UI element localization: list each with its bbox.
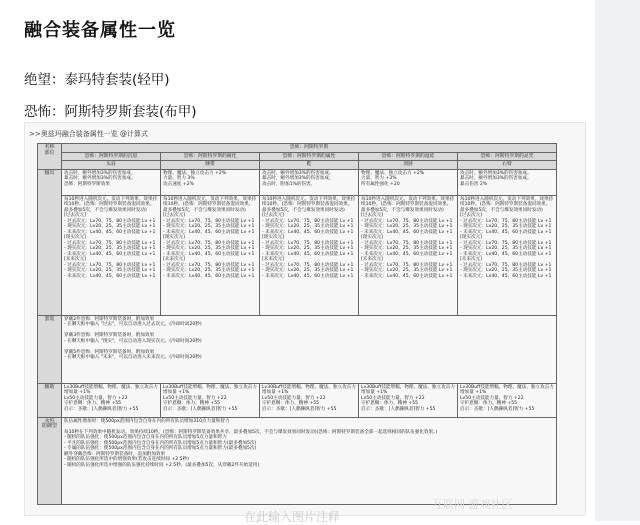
image-annotation-input[interactable]: 在此输入图片注释 — [244, 510, 341, 524]
page-title: 融合装备属性一览 — [24, 20, 176, 41]
col-name: 恐怖：阿斯特罗斯的腐化 — [161, 152, 260, 161]
output-top-cell: 攻击时，额外增加3%的伤害加成。 暴击时，额外增加3%的伤害加成。 恐怖：阿斯特罗斯效果 — [62, 169, 161, 195]
assist-cell: Lv30Buff技能增幅，物理、魔法、独立攻击力增加量 +1% Lv50主动技能力量、智力 +22 守护恩赐：体力、精神 +55 启示：圣歌：[人偶操纵者]智力 +55 — [458, 383, 557, 417]
corner-cell: 名称 部位 — [38, 144, 62, 170]
equipment-table — [37, 143, 557, 505]
output-detail-cell: 每10秒进入随机次元。发动下列效果。效果持续10秒。(恐怖：阿斯特罗斯装备混同效果。最多叠加5次，不会与爆发效果同时发动) [过去次元] - 过去次元：Lv70、75、80主动技能 Lv +1 - 现实次元：Lv20、25、35主动技能 Lv +1 - 未来次元：Lv40、45、60主动技能 Lv +1 [现实次元] - 过去次元：Lv70、75、80主动技能 Lv +1 - 现实次元：Lv20、25、35主动技能 Lv +1 - 未来次元：Lv40、45、60主动技能 Lv +1 [未来次元] - 过去次元：Lv70、75、80主动技能 Lv +1 - 现实次元：Lv20、25、35主动技能 Lv +1 - 未来次元：Lv40、45、60主动技能 Lv +1 — [161, 195, 260, 315]
assist-cell: Lv30Buff技能增幅，物理、魔法、独立攻击力增加量 +1% Lv50主动技能力量、智力 +22 守护恩赐：体力、精神 +55 启示：圣歌：[人偶操纵者]智力 +55 — [260, 383, 359, 417]
output-detail-cell: 每10秒进入随机次元。发动下列效果。效果持续10秒。(恐怖：阿斯特罗斯装备混同效果。最多叠加5次，不会与爆发效果同时发动) [过去次元] - 过去次元：Lv70、75、80主动技能 Lv +1 - 现实次元：Lv20、25、35主动技能 Lv +1 - 未来次元：Lv40、45、60主动技能 Lv +1 [现实次元] - 过去次元：Lv70、75、80主动技能 Lv +1 - 现实次元：Lv20、25、35主动技能 Lv +1 - 未来次元：Lv40、45、60主动技能 Lv +1 [未来次元] - 过去次元：Lv70、75、80主动技能 Lv +1 - 现实次元：Lv20、25、35主动技能 Lv +1 - 未来次元：Lv40、45、60主动技能 Lv +1 — [458, 195, 557, 315]
output-detail-cell: 每10秒进入随机次元。发动下列效果。效果持续10秒。(恐怖：阿斯特罗斯装备混同效果。最多叠加5次，不会与爆发效果同时发动) [过去次元] - 过去次元：Lv70、75、80主动技能 Lv +1 - 现实次元：Lv20、25、35主动技能 Lv +1 - 未来次元：Lv40、45、60主动技能 Lv +1 [现实次元] - 过去次元：Lv70、75、80主动技能 Lv +1 - 现实次元：Lv20、25、35主动技能 Lv +1 - 未来次元：Lv40、45、60主动技能 Lv +1 [未来次元] - 过去次元：Lv70、75、80主动技能 Lv +1 - 现实次元：Lv20、25、35主动技能 Lv +1 - 未来次元：Lv40、45、60主动技能 Lv +1 — [62, 195, 161, 315]
col-name: 恐怖：阿斯特罗斯的灵咒 — [458, 152, 557, 161]
col-name: 恐怖：阿斯特罗斯的沉思 — [62, 152, 161, 161]
output-top-cell: 物理、魔法、独立攻击力 +2% 力量、智力 3% 攻击速度 +2% — [161, 169, 260, 195]
output-top-cell: 攻击时，额外增加3%的伤害加成。 暴击时，额外增加3%的伤害加成。 攻击时，附加1%的伤害。 — [260, 169, 359, 195]
row-label-output: 输出 — [38, 169, 62, 315]
embedded-image — [24, 122, 586, 516]
col-name: 恐怖：阿斯特罗斯的属性 — [260, 152, 359, 161]
set-line-despair: 绝望：泰玛特套装(轻甲) — [24, 72, 170, 88]
row-label-permanent: 永恒 防御型 — [38, 417, 62, 505]
set-line-terror: 恐怖：阿斯特罗斯套装(布甲) — [24, 104, 197, 120]
col-part: 鞋 — [260, 161, 359, 170]
row-label-assist: 辅助 — [38, 383, 62, 417]
watermark: 互联网 游戏社区 — [432, 498, 513, 511]
right-sidebar — [595, 0, 640, 521]
set-bonus-cell: 穿戴2件恐怖：阿斯特罗斯装备时，附加效果 - 在聊天框中输入 "过去"，可以自动进入过去次元。(冷却时间20秒) 穿戴3件恐怖：阿斯特罗斯装备时，附加效果 - 在聊天框中输入 "现实"，可以自动进入现实次元。(冷却时间20秒) 穿戴5件恐怖：阿斯特罗斯装备时，附加效果 - 在聊天框中输入 "未来"，可以自动进入未来次元。(冷却时间20秒) — [62, 315, 557, 383]
assist-cell: Lv30Buff技能增幅，物理、魔法、独立攻击力增加量 +1% Lv50主动技能力量、智力 +22 守护恩赐：体力、精神 +55 启示：圣歌：[人偶操纵者]智力 +55 — [161, 383, 260, 417]
col-part: 项链 — [359, 161, 458, 170]
output-detail-cell: 每10秒进入随机次元。发动下列效果。效果持续10秒。(恐怖：阿斯特罗斯装备混同效果。最多叠加5次，不会与爆发效果同时发动) [过去次元] - 过去次元：Lv70、75、80主动技能 Lv +1 - 现实次元：Lv20、25、35主动技能 Lv +1 - 未来次元：Lv40、45、60主动技能 Lv +1 [现实次元] - 过去次元：Lv70、75、80主动技能 Lv +1 - 现实次元：Lv20、25、35主动技能 Lv +1 - 未来次元：Lv40、45、60主动技能 Lv +1 [未来次元] - 过去次元：Lv70、75、80主动技能 Lv +1 - 现实次元：Lv20、25、35主动技能 Lv +1 - 未来次元：Lv40、45、60主动技能 Lv +1 — [359, 195, 458, 315]
col-part: 右臂 — [458, 161, 557, 170]
row-label-set: 套装 — [38, 315, 62, 383]
col-part: 头肩 — [62, 161, 161, 170]
col-part: 腰带 — [161, 161, 260, 170]
permanent-cell: 队伍属性增加时：使500px范围内包含自身在内的所有队员增加310点力量和智力 每10秒在下列效果中随机发动。效果持续10秒。(恐怖：阿斯特罗斯装备效果共享，最多叠加5次，不会与爆发效果同时发动)(恐怖：阿斯特罗斯装备全部一起选择相同的队伍强化效果。) - 随机的队伍强化：使500px范围内包含自身在内的所有队员增加5点力量和智力 - 平凡的队伍强化：使500px范围内包含自身在内的所有队员增加5点力量和智力(最多叠加5次) - 专属的队伍强化：使500px范围内包含自身在内的所有队员增加5点力量和智力(最多叠加5次) 额外穿戴恐怖：阿斯特罗斯装备时，追加附加效果 - 随机的队伍强化所选中的增强效果(若攻击连续时间 +2.5秒) - 随机的队伍强化所选中增强的队伍强化持续时间 +2.5秒。(最多叠加5次，从穿戴2件开始适用) — [62, 417, 557, 505]
table-top-header: 恐怖：阿斯特罗斯 — [62, 144, 557, 153]
assist-cell: Lv30Buff技能增幅，物理、魔法、独立攻击力增加量 +1% Lv50主动技能力量、智力 +22 守护恩赐：体力、精神 +55 启示：圣歌：[人偶操纵者]智力 +55 — [359, 383, 458, 417]
output-top-cell: 物理、魔法、独立攻击力 +2% 力量、智力 +3% 所有属性强化 +20 — [359, 169, 458, 195]
col-name: 恐怖：阿斯特罗斯的湿娃 — [359, 152, 458, 161]
image-caption: >>奥兹玛融合装备属性一览 @计算式 — [29, 130, 148, 138]
output-top-cell: 攻击时，额外增加3%的伤害加成。 暴击时，额外增加3%的伤害加成。 暴击伤害 2% — [458, 169, 557, 195]
assist-cell: Lv30Buff技能增幅，物理、魔法、独立攻击力增加量 +1% Lv50主动技能力量、智力 +22 守护恩赐：体力、精神 +55 启示：圣歌：[人偶操纵者]智力 +55 — [62, 383, 161, 417]
output-detail-cell: 每10秒进入随机次元。发动下列效果。效果持续10秒。(恐怖：阿斯特罗斯装备混同效果。最多叠加5次，不会与爆发效果同时发动) [过去次元] - 过去次元：Lv70、75、80主动技能 Lv +1 - 现实次元：Lv20、25、35主动技能 Lv +1 - 未来次元：Lv40、45、60主动技能 Lv +1 [现实次元] - 过去次元：Lv70、75、80主动技能 Lv +1 - 现实次元：Lv20、25、35主动技能 Lv +1 - 未来次元：Lv40、45、60主动技能 Lv +1 [未来次元] - 过去次元：Lv70、75、80主动技能 Lv +1 - 现实次元：Lv20、25、35主动技能 Lv +1 - 未来次元：Lv40、45、60主动技能 Lv +1 — [260, 195, 359, 315]
